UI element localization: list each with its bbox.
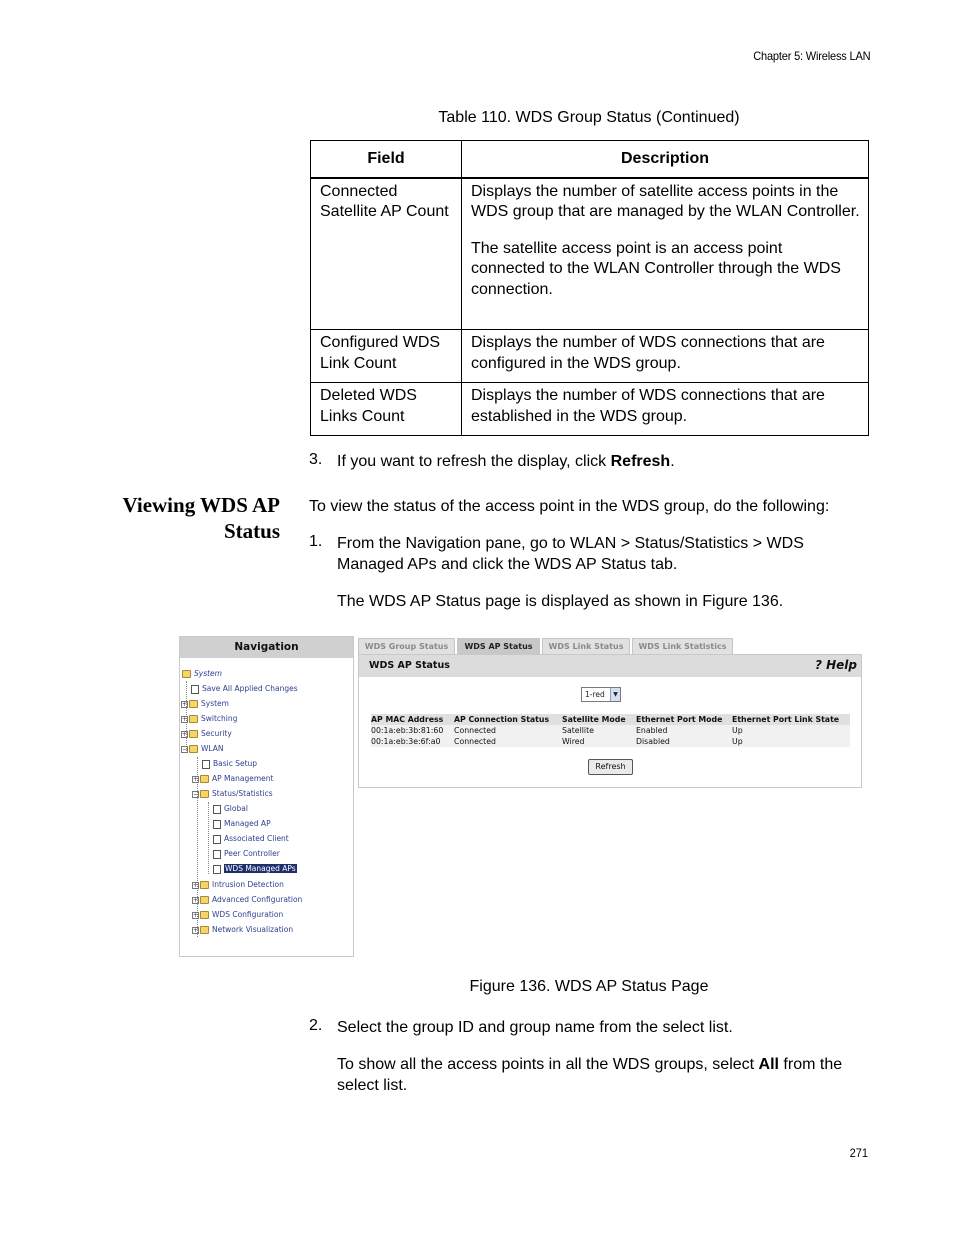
nav-item-label: Switching bbox=[201, 714, 238, 723]
description-paragraph: The satellite access point is an access point connected to the WLAN Controller through the WDS connection. bbox=[471, 239, 841, 298]
section-title-line: Viewing WDS AP bbox=[122, 493, 280, 517]
field-cell: Connected Satellite AP Count bbox=[311, 178, 462, 330]
link-state-cell: Up bbox=[732, 737, 743, 746]
folder-icon bbox=[200, 911, 209, 919]
chevron-down-icon[interactable]: ▼ bbox=[610, 688, 620, 701]
expand-icon[interactable]: + bbox=[193, 775, 199, 783]
mac-address-cell: 00:1a:eb:3e:6f:a0 bbox=[371, 737, 441, 746]
nav-item-intrusion-detection[interactable] bbox=[192, 880, 284, 889]
nav-item-system[interactable] bbox=[181, 699, 229, 708]
nav-item-network-visualization[interactable] bbox=[192, 925, 293, 934]
table-row bbox=[371, 736, 850, 747]
step-bold-text: Refresh bbox=[610, 453, 671, 470]
section-title bbox=[100, 492, 280, 544]
nav-item-advanced-configuration[interactable] bbox=[192, 895, 302, 904]
document-icon bbox=[213, 865, 221, 874]
step-text: If you want to refresh the display, click bbox=[337, 453, 611, 470]
table-row bbox=[371, 725, 850, 736]
nav-item-basic-setup[interactable] bbox=[202, 759, 257, 769]
folder-icon bbox=[189, 715, 198, 723]
document-icon bbox=[213, 820, 221, 829]
nav-item-label: Global bbox=[224, 804, 248, 813]
nav-item-label: Peer Controller bbox=[224, 849, 280, 858]
description-cell bbox=[462, 178, 869, 330]
description-paragraph: Displays the number of satellite access points in the WDS group that are managed by the WLAN Controller. bbox=[471, 182, 860, 220]
expand-icon[interactable]: + bbox=[193, 911, 199, 919]
expand-icon[interactable]: + bbox=[182, 730, 188, 738]
nav-item-status-statistics[interactable] bbox=[192, 789, 273, 798]
description-cell bbox=[462, 330, 869, 383]
column-header: AP MAC Address bbox=[371, 715, 444, 724]
nav-item-managed-ap[interactable] bbox=[213, 819, 271, 829]
step-text: . bbox=[670, 453, 675, 470]
folder-icon bbox=[189, 730, 198, 738]
section-title-line: Status bbox=[223, 519, 280, 543]
column-header-field: Field bbox=[311, 141, 462, 178]
collapse-icon[interactable]: − bbox=[182, 745, 188, 753]
nav-item-wlan[interactable] bbox=[181, 744, 224, 753]
satellite-mode-cell: Wired bbox=[562, 737, 585, 746]
description-cell bbox=[462, 383, 869, 436]
mac-address-cell: 00:1a:eb:3b:81:60 bbox=[371, 726, 444, 735]
tab-wds-link-status[interactable]: WDS Link Status bbox=[542, 638, 630, 654]
expand-icon[interactable]: + bbox=[182, 700, 188, 708]
section-intro: To view the status of the access point in the WDS group, do the following: bbox=[309, 498, 830, 515]
nav-item-associated-client[interactable] bbox=[213, 834, 289, 844]
navigation-header: Navigation bbox=[180, 637, 353, 658]
nav-item-label: Status/Statistics bbox=[212, 789, 273, 798]
nav-item-label: AP Management bbox=[212, 774, 274, 783]
nav-item-label: Managed AP bbox=[224, 819, 271, 828]
group-select[interactable] bbox=[581, 687, 621, 702]
expand-icon[interactable]: + bbox=[193, 926, 199, 934]
document-icon bbox=[191, 685, 199, 694]
folder-open-icon bbox=[189, 745, 198, 753]
content-title-bar bbox=[359, 655, 861, 677]
connection-status-cell: Connected bbox=[454, 726, 496, 735]
note-text: To show all the access points in all the WDS groups, select bbox=[337, 1056, 759, 1073]
description-paragraph: Displays the number of WDS connections that are established in the WDS group. bbox=[471, 387, 825, 425]
nav-item-wds-managed-aps[interactable] bbox=[213, 864, 297, 874]
column-header: Satellite Mode bbox=[562, 715, 626, 724]
expand-icon[interactable]: + bbox=[193, 881, 199, 889]
step-2-note bbox=[337, 1054, 862, 1096]
expand-icon[interactable]: + bbox=[182, 715, 188, 723]
folder-open-icon bbox=[182, 670, 191, 678]
figure-caption: Figure 136. WDS AP Status Page bbox=[469, 978, 709, 995]
nav-item-label: Network Visualization bbox=[212, 925, 294, 934]
nav-item-label: Intrusion Detection bbox=[212, 880, 284, 889]
refresh-button[interactable]: Refresh bbox=[588, 759, 633, 775]
column-header: AP Connection Status bbox=[454, 715, 550, 724]
step-1-text: From the Navigation pane, go to WLAN > Status/Statistics > WDS Managed APs and click the WDS AP Status tab. bbox=[337, 535, 804, 573]
folder-icon bbox=[200, 775, 209, 783]
note-text: from the select list. bbox=[337, 1056, 843, 1094]
column-header: Ethernet Port Mode bbox=[636, 715, 723, 724]
ap-table-header-row bbox=[371, 714, 850, 725]
nav-item-wds-configuration[interactable] bbox=[192, 910, 283, 919]
page-title: WDS AP Status bbox=[369, 660, 450, 671]
collapse-icon[interactable]: − bbox=[193, 790, 199, 798]
nav-item-save-all[interactable] bbox=[191, 684, 298, 694]
ethernet-port-mode-cell: Enabled bbox=[636, 726, 668, 735]
folder-icon bbox=[200, 896, 209, 904]
table-row bbox=[311, 178, 869, 330]
table-row bbox=[311, 330, 869, 383]
satellite-mode-cell: Satellite bbox=[562, 726, 594, 735]
nav-item-label: Advanced Configuration bbox=[212, 895, 303, 904]
document-icon bbox=[213, 850, 221, 859]
nav-item-security[interactable] bbox=[181, 729, 232, 738]
nav-item-label: Basic Setup bbox=[213, 759, 258, 768]
nav-item-label: Associated Client bbox=[224, 834, 289, 843]
nav-item-label: Save All Applied Changes bbox=[202, 684, 298, 693]
description-paragraph: Displays the number of WDS connections that are configured in the WDS group. bbox=[471, 334, 825, 372]
step-number: 1. bbox=[309, 533, 323, 550]
step-2-text: Select the group ID and group name from the select list. bbox=[337, 1019, 733, 1036]
table-row bbox=[311, 383, 869, 436]
folder-icon bbox=[200, 881, 209, 889]
status-content-panel bbox=[358, 654, 862, 788]
step-number: 3. bbox=[309, 451, 323, 468]
navigation-pane bbox=[179, 636, 354, 957]
folder-icon bbox=[200, 926, 209, 934]
help-link[interactable]: ? Help bbox=[814, 658, 857, 672]
ethernet-port-mode-cell: Disabled bbox=[636, 737, 670, 746]
folder-icon bbox=[189, 700, 198, 708]
folder-open-icon bbox=[200, 790, 209, 798]
tab-wds-group-status[interactable]: WDS Group Status bbox=[358, 638, 455, 654]
nav-item-label: WLAN bbox=[201, 744, 224, 753]
wds-group-status-table bbox=[310, 140, 869, 436]
nav-item-label: WDS Configuration bbox=[212, 910, 284, 919]
field-cell: Deleted WDS Links Count bbox=[311, 383, 462, 436]
step-number: 2. bbox=[309, 1017, 323, 1034]
tab-wds-link-statistics[interactable]: WDS Link Statistics bbox=[632, 638, 733, 654]
document-icon bbox=[213, 835, 221, 844]
ap-status-table bbox=[371, 714, 850, 747]
table-header-row bbox=[311, 141, 869, 178]
group-select-value: 1-red bbox=[585, 690, 605, 699]
nav-item-label: System bbox=[201, 699, 229, 708]
link-state-cell: Up bbox=[732, 726, 743, 735]
step-3-text bbox=[337, 451, 867, 472]
note-bold-text: All bbox=[758, 1056, 779, 1073]
running-header: Chapter 5: Wireless LAN bbox=[752, 49, 870, 63]
nav-item-global[interactable] bbox=[213, 804, 248, 814]
field-cell: Configured WDS Link Count bbox=[311, 330, 462, 383]
column-header-description: Description bbox=[462, 141, 869, 178]
nav-item-system-root[interactable] bbox=[182, 669, 222, 678]
column-header: Ethernet Port Link State bbox=[732, 715, 840, 724]
nav-item-label-selected: WDS Managed APs bbox=[225, 864, 296, 873]
wds-ap-status-screenshot bbox=[179, 636, 863, 958]
tab-wds-ap-status[interactable]: WDS AP Status bbox=[457, 638, 540, 654]
table-caption: Table 110. WDS Group Status (Continued) bbox=[438, 109, 740, 126]
document-icon bbox=[202, 760, 210, 769]
nav-item-ap-management[interactable] bbox=[192, 774, 273, 783]
nav-item-label: System bbox=[194, 669, 222, 678]
connection-status-cell: Connected bbox=[454, 737, 496, 746]
page-number: 271 bbox=[849, 1146, 868, 1160]
document-icon bbox=[213, 805, 221, 814]
nav-item-peer-controller[interactable] bbox=[213, 849, 280, 859]
nav-item-switching[interactable] bbox=[181, 714, 237, 723]
nav-item-label: Security bbox=[201, 729, 232, 738]
expand-icon[interactable]: + bbox=[193, 896, 199, 904]
step-1-note: The WDS AP Status page is displayed as shown in Figure 136. bbox=[337, 593, 784, 610]
